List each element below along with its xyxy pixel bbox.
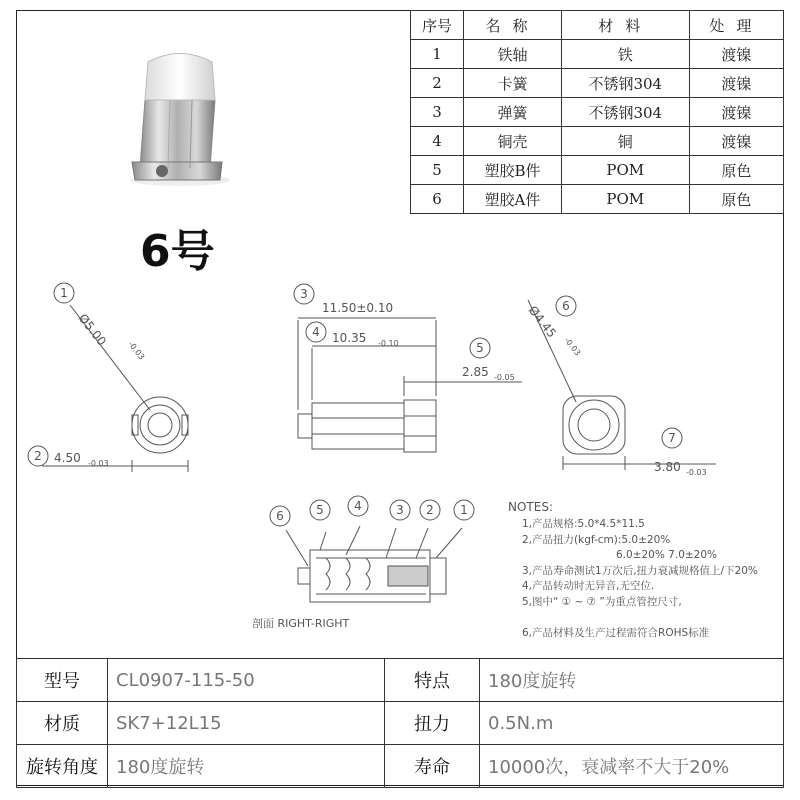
cell: 不锈钢304 [561,98,689,127]
dim-5: 2.85 [462,365,489,379]
cell: POM [561,156,689,185]
dim-5-tol: -0.05 [494,373,515,382]
cell: 4 [411,127,464,156]
notes-title: NOTES: [508,500,553,514]
cell: 2 [411,69,464,98]
cell: POM [561,185,689,214]
cell: 不锈钢304 [561,69,689,98]
cell: 铜壳 [464,127,562,156]
cell: 铁 [561,40,689,69]
dim-6-tol: -0.03 [562,335,583,358]
note-4: 4,产品转动时无异音,无空位. [522,580,655,592]
cell: 原色 [689,185,783,214]
cell: 卡簧 [464,69,562,98]
end-view-left [42,305,188,472]
table-row [17,745,784,788]
dim-4-tol: -0.10 [378,339,399,348]
note-2-cont: 6.0±20% 7.0±20% [616,549,718,561]
callout-3: 3 [300,287,308,301]
model-number-title: 6号 [140,226,215,277]
spec-key: 寿命 [385,745,480,788]
header-cell: 材料 [561,11,689,40]
cell: 铁轴 [464,40,562,69]
table-row [17,702,784,745]
dim-4: 10.35 [332,331,367,345]
dim-2-tol: -0.03 [88,459,109,468]
spec-key: 特点 [385,659,480,702]
cell: 渡镍 [689,69,783,98]
callout-7: 7 [668,431,676,445]
cell: 渡镍 [689,98,783,127]
dim-1-tol: -0.03 [126,339,147,362]
technical-drawing [16,10,784,658]
spec-key: 材质 [17,702,108,745]
spec-key: 型号 [17,659,108,702]
cell: 3 [411,98,464,127]
cell: 塑胶A件 [464,185,562,214]
section-callout-3: 3 [396,503,404,517]
section-view [286,526,462,602]
spec-value: SK7+12L15 [108,702,385,745]
spec-key: 扭力 [385,702,480,745]
callout-4: 4 [312,325,320,339]
spec-value: 180度旋转 [480,659,784,702]
section-callout-4: 4 [354,499,362,513]
cell: 渡镍 [689,127,783,156]
cell: 原色 [689,156,783,185]
section-callout-6: 6 [276,509,284,523]
dim-1: Ø5.00 [75,311,109,349]
cell: 塑胶B件 [464,156,562,185]
dim-7-tol: -0.03 [686,468,707,477]
spec-value: 180度旋转 [108,745,385,788]
spec-value: 0.5N.m [480,702,784,745]
spec-value: CL0907-115-50 [108,659,385,702]
dim-3: 11.50±0.10 [322,301,394,315]
callout-5: 5 [476,341,484,355]
note-3: 3,产品寿命测试1万次后,扭力衰减规格值上/下20% [522,565,758,577]
cell: 5 [411,156,464,185]
dim-7: 3.80 [654,460,681,474]
spec-key: 旋转角度 [17,745,108,788]
cell: 6 [411,185,464,214]
cell: 1 [411,40,464,69]
cell: 渡镍 [689,40,783,69]
note-6: 6,产品材料及生产过程需符合ROHS标准 [522,627,710,639]
spec-value: 10000次，衰减率不大于20% [480,745,784,788]
header-cell: 处理 [689,11,783,40]
note-2: 2,产品扭力(kgf-cm):5.0±20% [522,534,671,546]
section-callout-2: 2 [426,503,434,517]
dim-6: Ø4.45 [525,303,559,341]
end-view-right [525,300,716,470]
note-1: 1,产品规格:5.0*4.5*11.5 [522,518,645,530]
callout-2: 2 [34,449,42,463]
section-label: 剖面 RIGHT-RIGHT [252,617,350,630]
note-5: 5,图中“ ① ~ ⑦ ”为重点管控尺寸, [522,596,682,608]
cell: 弹簧 [464,98,562,127]
section-callout-5: 5 [316,503,324,517]
header-cell: 名称 [464,11,562,40]
dim-2: 4.50 [54,451,81,465]
callout-6: 6 [562,299,570,313]
callout-1: 1 [60,286,68,300]
header-cell: 序号 [411,11,464,40]
spec-table [16,658,784,788]
table-row [17,659,784,702]
cell: 铜 [561,127,689,156]
section-callout-1: 1 [460,503,468,517]
callout-circles [28,283,682,526]
